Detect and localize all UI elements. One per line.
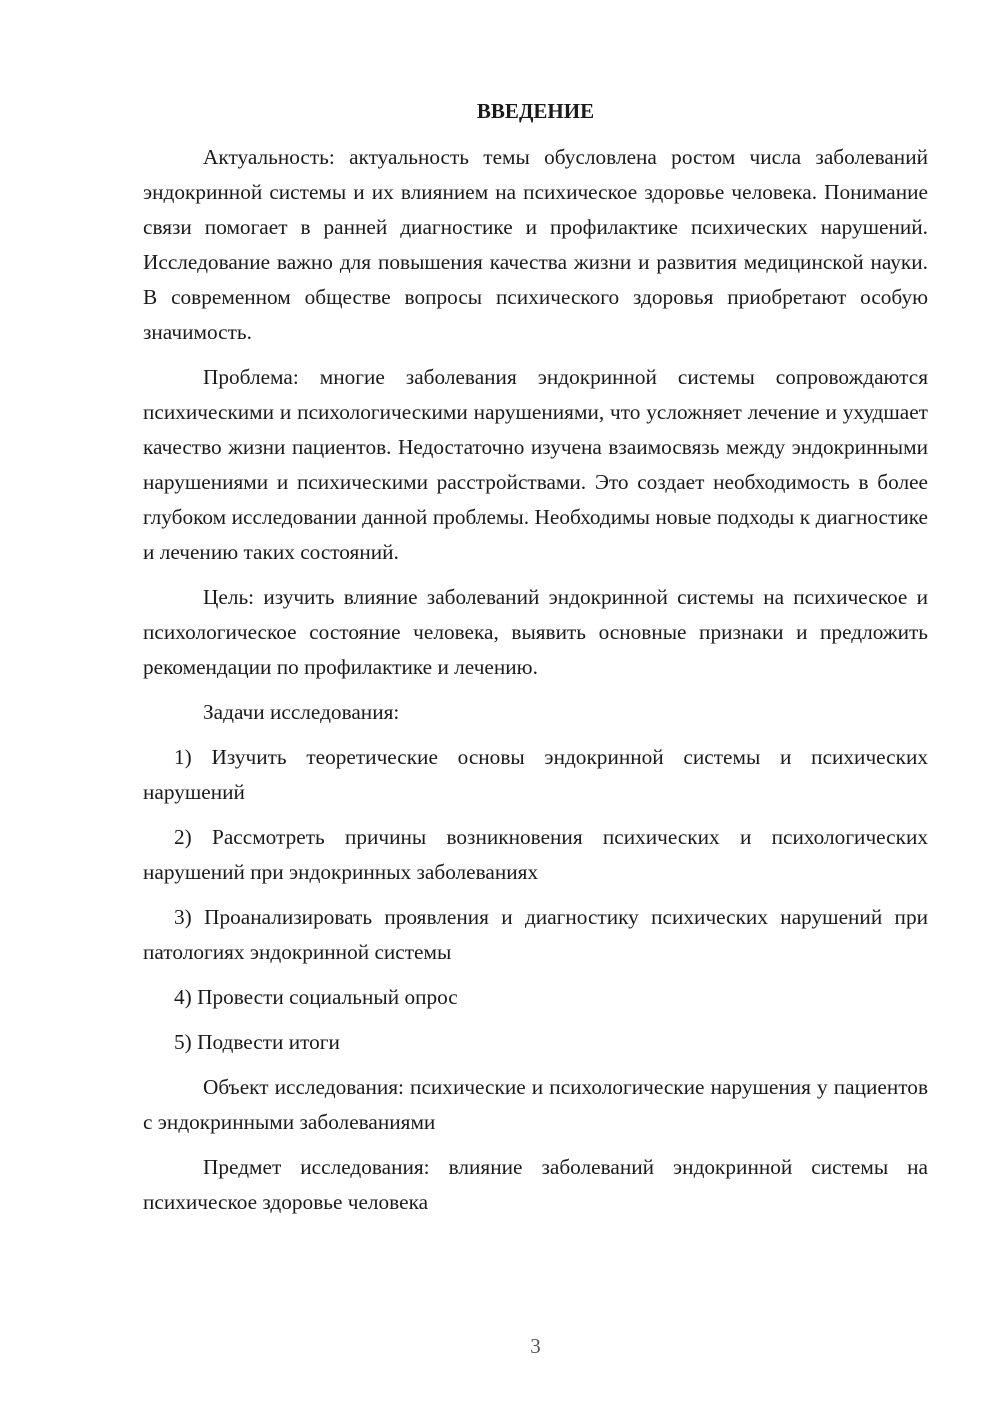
paragraph-relevance: Актуальность: актуальность темы обусловлена ростом числа заболеваний эндокринной системы и их влиянием на психическое здоровье человека. Понимание связи помогает в ранней диагностике и профилактике психических нарушений. Исследование важно для повышения качества жизни и развития медицинской науки. В современном обществе вопросы психического здоровья приобретают особую значимость. <box>143 145 928 344</box>
document-body <box>143 140 928 1230</box>
list-item: 5) Подвести итоги <box>174 1030 340 1054</box>
paragraph-subject: Предмет исследования: влияние заболеваний эндокринной системы на психическое здоровье человека <box>143 1155 928 1214</box>
page-number: 3 <box>530 1334 541 1358</box>
list-item: 2) Рассмотреть причины возникновения психических и психологических нарушений при эндокринных заболеваниях <box>143 825 928 884</box>
list-item: 4) Провести социальный опрос <box>174 985 458 1009</box>
document-page <box>143 0 928 1414</box>
page-title: ВВЕДЕНИЕ <box>476 99 595 123</box>
paragraph-object: Объект исследования: психические и психологические нарушения у пациентов с эндокринными заболеваниями <box>143 1075 928 1134</box>
paragraph-problem: Проблема: многие заболевания эндокринной системы сопровождаются психическими и психологическими нарушениями, что усложняет лечение и ухудшает качество жизни пациентов. Недостаточно изучена взаимосвязь между эндокринными нарушениями и психическими расстройствами. Это создает необходимость в более глубоком исследовании данной проблемы. Необходимы новые подходы к диагностике и лечению таких состояний. <box>143 365 928 564</box>
tasks-list <box>143 740 928 1060</box>
paragraph-goal: Цель: изучить влияние заболеваний эндокринной системы на психическое и психологическое состояние человека, выявить основные признаки и предложить рекомендации по профилактике и лечению. <box>143 585 928 679</box>
list-item: 1) Изучить теоретические основы эндокринной системы и психических нарушений <box>143 745 928 804</box>
list-item: 3) Проанализировать проявления и диагностику психических нарушений при патологиях эндокринной системы <box>143 905 928 964</box>
paragraph-tasks-intro: Задачи исследования: <box>203 700 400 724</box>
